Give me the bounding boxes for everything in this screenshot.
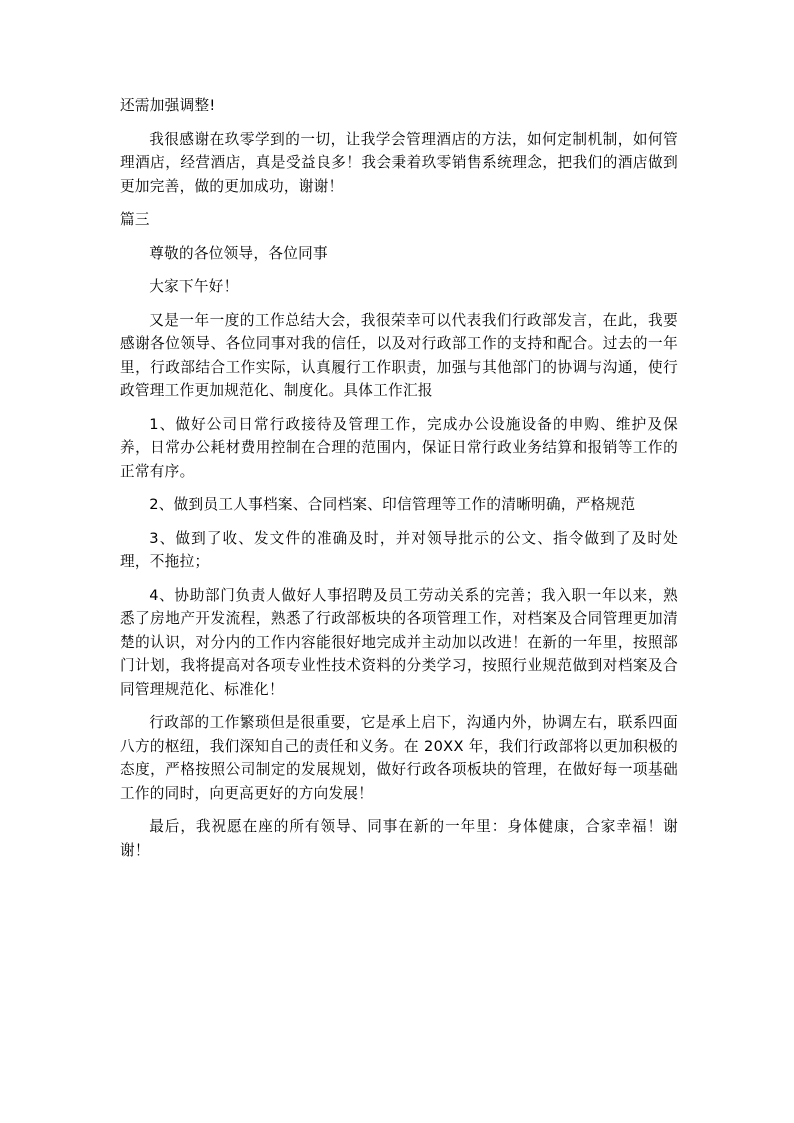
paragraph-department: 行政部的工作繁琐但是很重要，它是承上启下，沟通内外，协调左右，联系四面八方的枢纽，我们深知自己的责任和义务。在 20XX 年，我们行政部将以更加积极的态度，严格按照公司制定的发展规划，做好行政各项板块的管理，在做好每一项基础工作的同时，向更高更好的方向发展！: [120, 714, 678, 802]
paragraph-closing-line: 还需加强调整!: [120, 97, 216, 114]
paragraph-intro: 又是一年一度的工作总结大会，我很荣幸可以代表我们行政部发言，在此，我要感谢各位领导、各位同事对我的信任，以及对行政部工作的支持和配合。过去的一年里，行政部结合工作实际，认真履行工作职责，加强与其他部门的协调与沟通，使行政管理工作更加规范化、制度化。具体工作汇报: [120, 311, 678, 399]
list-item-2: 2、做到员工人事档案、合同档案、印信管理等工作的清晰明确，严格规范: [149, 496, 636, 513]
list-item-1: 1、做好公司日常行政接待及管理工作，完成办公设施设备的申购、维护及保养，日常办公耗材费用控制在合理的范围内，保证日常行政业务结算和报销等工作的正常有序。: [120, 415, 678, 480]
paragraph-thanks: 我很感谢在玖零学到的一切，让我学会管理酒店的方法，如何定制机制，如何管理酒店，经营酒店，真是受益良多！我会秉着玖零销售系统理念，把我们的酒店做到更加完善，做的更加成功，谢谢！: [120, 130, 678, 195]
greeting: 大家下午好！: [149, 278, 239, 295]
section-heading: 篇三: [120, 211, 150, 228]
paragraph-closing-wishes: 最后，我祝愿在座的所有领导、同事在新的一年里：身体健康，合家幸福！谢谢！: [120, 818, 678, 859]
list-item-3: 3、做到了收、发文件的准确及时，并对领导批示的公文、指令做到了及时处理，不拖拉；: [120, 529, 678, 570]
document-page: [120, 94, 678, 872]
list-item-4: 4、协助部门负责人做好人事招聘及员工劳动关系的完善；我入职一年以来，熟悉了房地产开发流程，熟悉了行政部板块的各项管理工作，对档案及合同管理更加清楚的认识，对分内的工作内容能很好地完成并主动加以改进！在新的一年里，按照部门计划，我将提高对各项专业性技术资料的分类学习，按照行业规范做到对档案及合同管理规范化、标准化！: [120, 586, 678, 698]
salutation: 尊敬的各位领导，各位同事: [149, 244, 328, 262]
